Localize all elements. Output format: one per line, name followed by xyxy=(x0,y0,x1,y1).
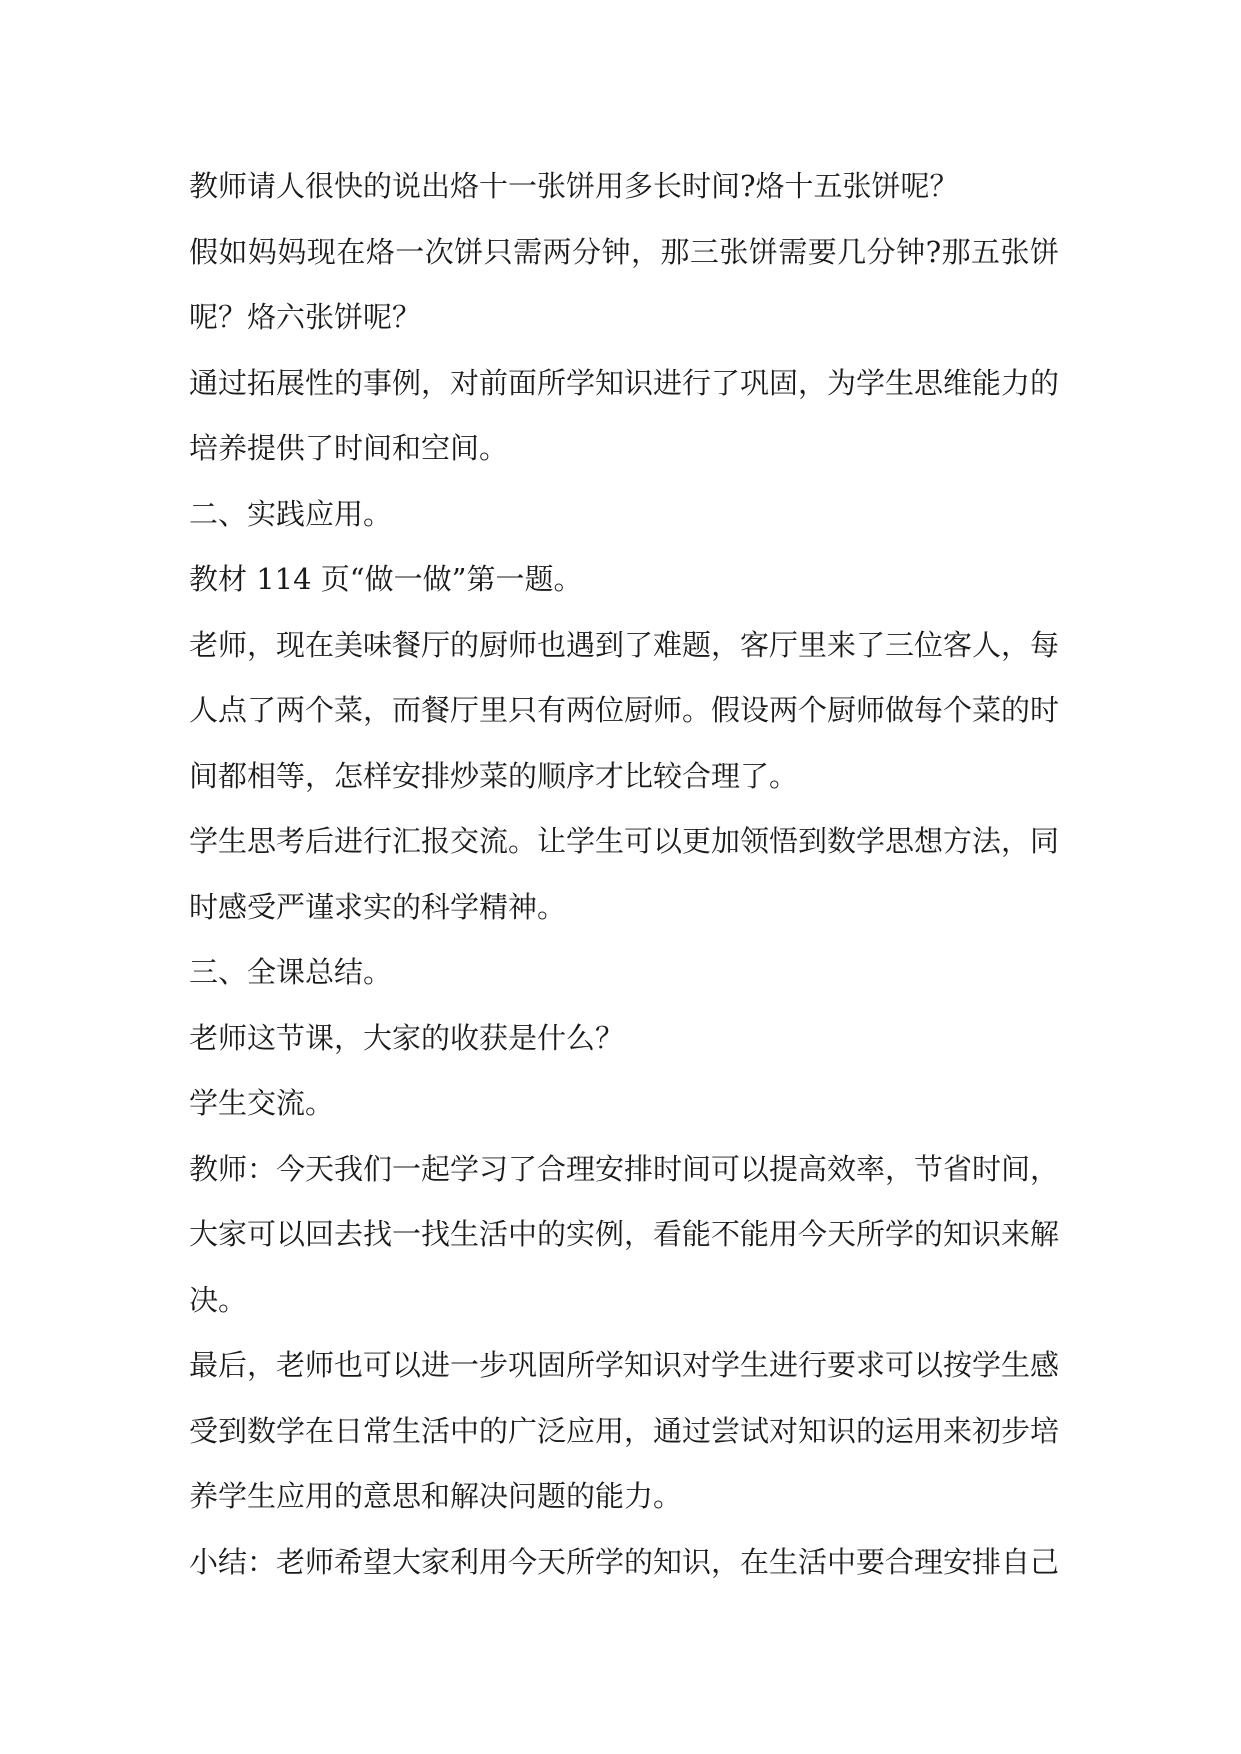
section-heading-practice: 二、实践应用。 xyxy=(189,496,393,531)
document-body xyxy=(189,154,1059,1595)
paragraph-teacher-question: 老师这节课，大家的收获是什么？ xyxy=(189,1020,625,1055)
paragraph-textbook-reference: 教材 114 页“做一做”第一题。 xyxy=(189,562,583,596)
paragraph-student-report: 学生思考后进行汇报交流。让学生可以更加领悟到数学思想方法，同时感受严谨求实的科学精神。 xyxy=(189,824,1060,924)
paragraph-extension-note: 通过拓展性的事例，对前面所学知识进行了巩固，为学生思维能力的培养提供了时间和空间。 xyxy=(189,365,1060,465)
paragraph-summary: 小结：老师希望大家利用今天所学的知识，在生活中要合理安排自己 xyxy=(189,1544,1060,1579)
section-heading-summary: 三、全课总结。 xyxy=(189,955,393,989)
paragraph-student-exchange: 学生交流。 xyxy=(189,1086,335,1120)
paragraph-question-eleven-pancakes: 教师请人很快的说出烙十一张饼用多长时间?烙十五张饼呢？ xyxy=(189,169,959,203)
paragraph-final-remarks: 最后，老师也可以进一步巩固所学知识对学生进行要求可以按学生感受到数学在日常生活中的广泛应用，通过尝试对知识的运用来初步培养学生应用的意思和解决问题的能力。 xyxy=(189,1348,1060,1513)
paragraph-teacher-conclusion: 教师：今天我们一起学习了合理安排时间可以提高效率，节省时间，大家可以回去找一找生活中的实例，看能不能用今天所学的知识来解决。 xyxy=(189,1151,1060,1317)
paragraph-two-minutes-example: 假如妈妈现在烙一次饼只需两分钟，那三张饼需要几分钟?那五张饼呢？烙六张饼呢？ xyxy=(189,234,1059,334)
paragraph-restaurant-problem: 老师，现在美味餐厅的厨师也遇到了难题，客厅里来了三位客人，每人点了两个菜，而餐厅里只有两位厨师。假设两个厨师做每个菜的时间都相等，怎样安排炒菜的顺序才比较合理了。 xyxy=(189,627,1060,793)
